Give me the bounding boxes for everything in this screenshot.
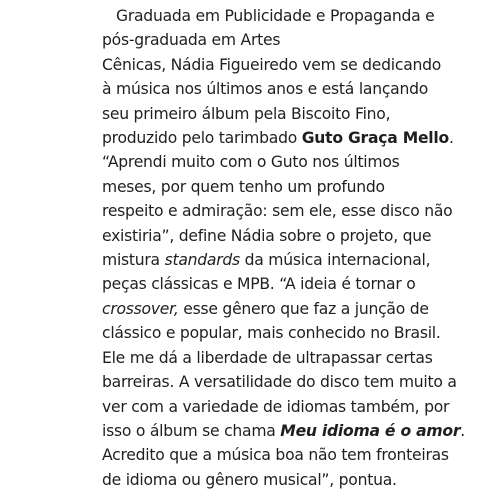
text-line (102, 28, 400, 52)
text-line (102, 150, 400, 174)
album-title: Meu idioma é o amor (280, 421, 461, 440)
text-line (102, 443, 449, 467)
text-span: isso o álbum se chama (102, 421, 281, 440)
italic-term-standards: standards (164, 251, 240, 270)
text-line (102, 370, 457, 394)
text-line (102, 272, 416, 296)
text-span: clássico e popular, mais conhecido no Brasil. (102, 324, 441, 343)
text-span: barreiras. A versatilidade do disco tem muito a (102, 373, 457, 392)
text-span: Acredito que a música boa não tem fronteiras (102, 446, 449, 465)
text-span: esse gênero que faz a junção de (178, 299, 429, 318)
text-line (102, 297, 429, 321)
text-line (102, 346, 433, 370)
text-span: Graduada em Publicidade e Propaganda e (116, 7, 435, 25)
text-span: respeito e admiração: sem ele, esse disco não (102, 202, 453, 221)
text-span: mistura (102, 251, 165, 270)
text-line (102, 395, 450, 419)
text-span: da música internacional, (239, 251, 431, 270)
producer-name: Guto Graça Mello (301, 129, 449, 148)
text-line (102, 224, 432, 248)
text-span: seu primeiro álbum pela Biscoito Fino, (102, 104, 391, 123)
text-span: à música nos últimos anos e está lançando (102, 80, 429, 99)
text-span: produzido pelo tarimbado (102, 129, 302, 148)
text-line (102, 102, 400, 126)
text-span: meses, por quem tenho um profundo (102, 177, 385, 196)
text-span: “Aprendi muito com o Guto nos últimos (102, 153, 400, 172)
text-line (102, 77, 429, 101)
text-line (102, 4, 435, 28)
text-line (102, 248, 431, 272)
text-span: ver com a variedade de idiomas também, por (102, 397, 450, 416)
text-span: existiria”, define Nádia sobre o projeto, que (102, 226, 432, 245)
text-line (102, 468, 400, 492)
text-line (102, 175, 400, 199)
text-line (102, 321, 441, 345)
text-span: Cênicas, Nádia Figueiredo vem se dedicando (102, 55, 442, 74)
text-span: de idioma ou gênero musical”, pontua. (102, 470, 397, 489)
text-span: . (460, 421, 465, 440)
text-line (102, 126, 454, 150)
text-span: . (448, 129, 454, 148)
article-text (102, 4, 465, 492)
text-line (102, 53, 442, 77)
text-span: Ele me dá a liberdade de ultrapassar certas (102, 348, 433, 367)
text-line (102, 199, 453, 223)
text-line (102, 419, 465, 443)
italic-term-crossover: crossover, (102, 299, 179, 318)
text-span: peças clássicas e MPB. “A ideia é tornar o (102, 275, 416, 294)
text-span: pós-graduada em Artes (102, 31, 281, 50)
